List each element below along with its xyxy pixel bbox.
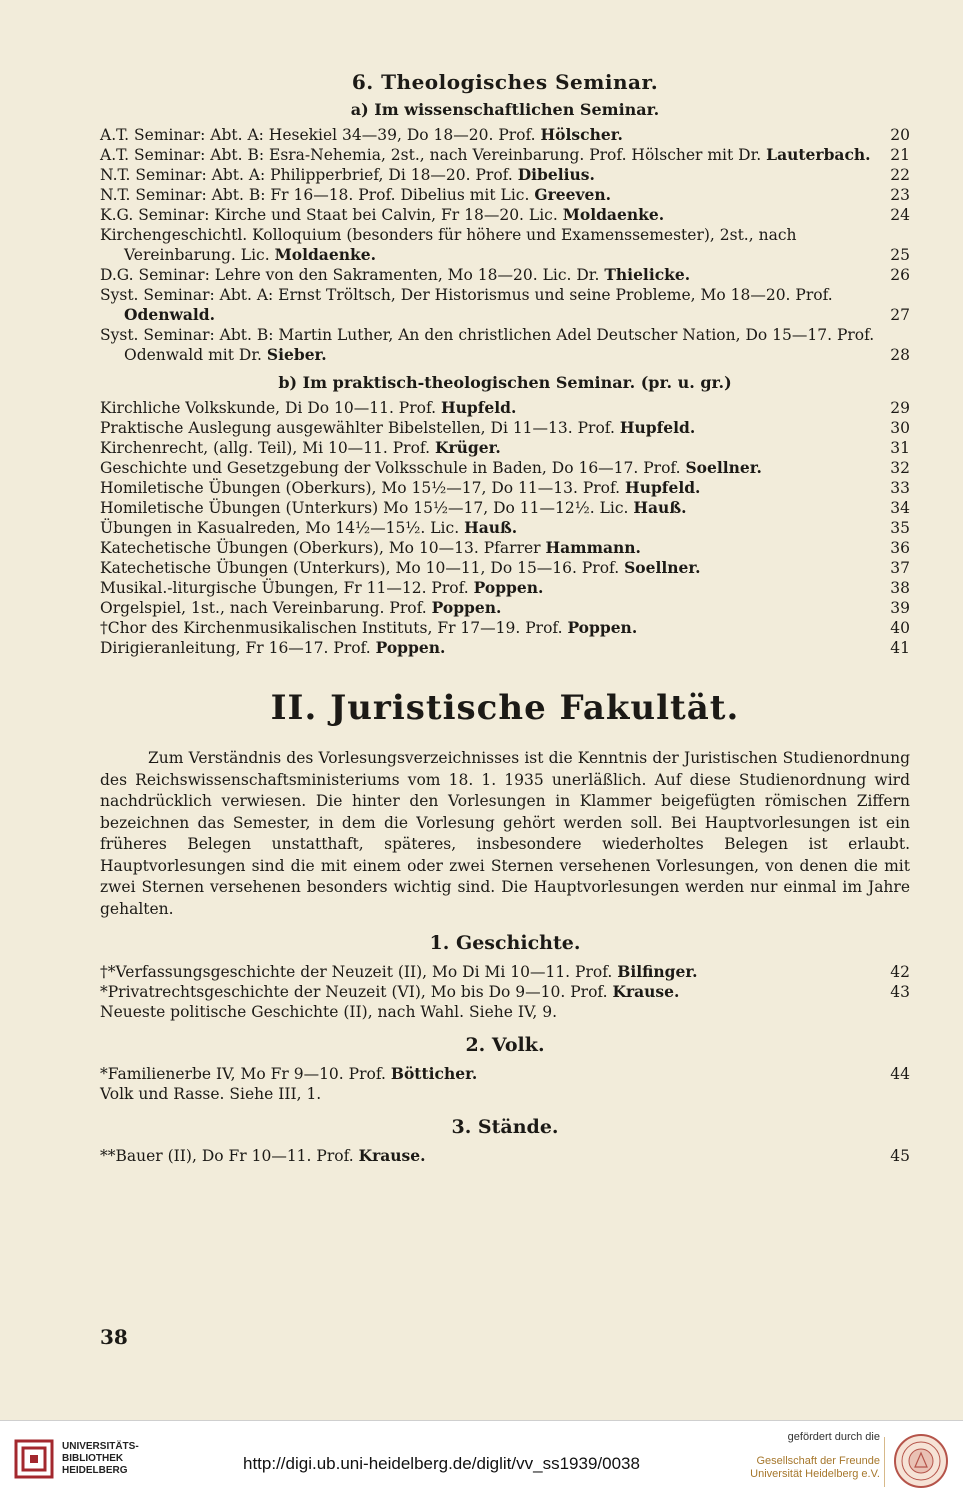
- course-description: Syst. Seminar: Abt. A: Ernst Tröltsch, Der Historismus und seine Probleme, Mo 18—20. Prof.: [100, 286, 833, 304]
- course-number: 22: [890, 166, 910, 184]
- library-logo-link[interactable]: [14, 1439, 139, 1479]
- list-item: [100, 618, 910, 638]
- course-text: [100, 1002, 876, 1022]
- lecturer-name: Greeven.: [534, 185, 612, 204]
- subsection-title-a: a) Im wissenschaftlichen Seminar.: [350, 100, 660, 119]
- course-number: 38: [890, 579, 910, 597]
- course-number: 44: [890, 1065, 910, 1083]
- library-name: [62, 1441, 139, 1477]
- list-item: [100, 438, 910, 458]
- course-number: 31: [890, 439, 910, 457]
- course-description: Kirchengeschichtl. Kolloquium (besonders für höhere und Examenssemester), 2st., nach Vereinbarung. Lic.: [100, 226, 797, 264]
- library-logo-icon: [14, 1439, 54, 1479]
- section-title: 6. Theologisches Seminar.: [351, 70, 659, 94]
- lecturer-name: Hauß.: [464, 518, 518, 537]
- list-item: [100, 265, 910, 285]
- course-number: 34: [890, 499, 910, 517]
- list-item: [100, 962, 910, 982]
- course-description: Geschichte und Gesetzgebung der Volksschule in Baden, Do 16—17. Prof.: [100, 459, 686, 477]
- course-description: Kirchliche Volkskunde, Di Do 10—11. Prof.: [100, 399, 442, 417]
- sponsor-link[interactable]: [730, 1431, 880, 1481]
- course-number: 29: [890, 399, 910, 417]
- course-text: [100, 1064, 876, 1084]
- course-description: A.T. Seminar: Abt. B: Esra-Nehemia, 2st., nach Vereinbarung. Prof. Hölscher mit Dr.: [100, 146, 767, 164]
- page-content: [100, 70, 910, 1166]
- course-text: [100, 125, 876, 145]
- course-text: [100, 598, 876, 618]
- lecturer-name: Hauß.: [633, 498, 687, 517]
- course-description: N.T. Seminar: Abt. B: Fr 16—18. Prof. Dibelius mit Lic.: [100, 186, 535, 204]
- course-description: Orgelspiel, 1st., nach Vereinbarung. Prof.: [100, 599, 432, 617]
- list-item: [100, 518, 910, 538]
- course-number: 42: [890, 963, 910, 981]
- course-text: [100, 638, 876, 658]
- lecturer-name: Krüger.: [434, 438, 501, 457]
- lecturer-name: Hupfeld.: [441, 398, 517, 417]
- course-text: [100, 618, 876, 638]
- lecturer-name: Hölscher.: [540, 125, 623, 144]
- course-number: 20: [890, 126, 910, 144]
- faculty-title: II. Juristische Fakultät.: [270, 688, 740, 728]
- course-description: Kirchenrecht, (allg. Teil), Mi 10—11. Prof.: [100, 439, 435, 457]
- course-number: 41: [890, 639, 910, 657]
- course-text: [100, 438, 876, 458]
- list-item: [100, 598, 910, 618]
- course-number: 45: [890, 1147, 910, 1165]
- lecturer-name: Bötticher.: [390, 1064, 478, 1083]
- sponsor-line-1: Gesellschaft der Freunde: [756, 1455, 880, 1467]
- course-text: [100, 285, 876, 325]
- university-seal-icon: [893, 1433, 949, 1489]
- list-item: [100, 498, 910, 518]
- faculty-intro: Zum Verständnis des Vorlesungsverzeichnisses ist die Kenntnis der Juristischen Studienordnung des Reichswissenschaftsministeriums vom 18. 1. 1935 unerläßlich. Auf diese Studienordnung wird nachdrücklich verwiesen. Die hinter den Vorlesungen in Klammer beigefügten römischen Ziffern bezeichnen das Semester, in dem die Vorlesung gehört werden soll. Bei Hauptvorlesungen ist ein früheres Belegen unstatthaft, späteres, insbesondere wiederholtes Belegen ist erlaubt. Hauptvorlesungen sind die mit einem oder zwei Sternen versehenen Vorlesungen, von denen die mit zwei Sternen versehenen besonders wichtig sind. Die Hauptvorlesungen werden nur einmal im Jahre gehalten.: [100, 749, 910, 918]
- lecturer-name: Odenwald.: [124, 305, 215, 324]
- course-text: [100, 165, 876, 185]
- course-text: [100, 962, 876, 982]
- entries-chapter-2: [100, 1064, 910, 1104]
- list-item: [100, 145, 910, 165]
- lecturer-name: Poppen.: [375, 638, 446, 657]
- course-text: [100, 982, 876, 1002]
- course-description: *Privatrechtsgeschichte der Neuzeit (VI), Mo bis Do 9—10. Prof.: [100, 983, 613, 1001]
- list-item: [100, 398, 910, 418]
- course-description: Dirigieranleitung, Fr 16—17. Prof.: [100, 639, 376, 657]
- course-text: [100, 458, 876, 478]
- entries-chapter-3: [100, 1146, 910, 1166]
- course-number: 27: [890, 306, 910, 324]
- course-text: [100, 185, 876, 205]
- lecturer-name: Krause.: [358, 1146, 426, 1165]
- list-item: [100, 638, 910, 658]
- course-description: N.T. Seminar: Abt. A: Philipperbrief, Di 18—20. Prof.: [100, 166, 518, 184]
- course-number: 39: [890, 599, 910, 617]
- course-description: A.T. Seminar: Abt. A: Hesekiel 34—39, Do 18—20. Prof.: [100, 126, 541, 144]
- course-text: [100, 418, 876, 438]
- library-line-3: HEIDELBERG: [62, 1465, 128, 1476]
- lecturer-name: Thielicke.: [604, 265, 691, 284]
- list-item: [100, 418, 910, 438]
- course-text: [100, 1146, 876, 1166]
- course-description: K.G. Seminar: Kirche und Staat bei Calvin, Fr 18—20. Lic.: [100, 206, 563, 224]
- course-number: 43: [890, 983, 910, 1001]
- list-item: [100, 125, 910, 145]
- page-number: 38: [100, 1325, 128, 1349]
- library-line-1: UNIVERSITÄTS-: [62, 1441, 139, 1452]
- lecturer-name: Poppen.: [567, 618, 638, 637]
- course-number: 28: [890, 346, 910, 364]
- course-description: Volk und Rasse. Siehe III, 1.: [100, 1085, 322, 1103]
- course-description: Neueste politische Geschichte (II), nach Wahl. Siehe IV, 9.: [100, 1003, 558, 1021]
- lecturer-name: Hupfeld.: [625, 478, 701, 497]
- list-item: [100, 325, 910, 365]
- course-number: 37: [890, 559, 910, 577]
- list-item: [100, 185, 910, 205]
- lecturer-name: Poppen.: [431, 598, 502, 617]
- course-description: D.G. Seminar: Lehre von den Sakramenten, Mo 18—20. Lic. Dr.: [100, 266, 605, 284]
- viewer-footer: [0, 1420, 963, 1498]
- list-item: [100, 478, 910, 498]
- course-description: **Bauer (II), Do Fr 10—11. Prof.: [100, 1147, 359, 1165]
- course-number: 26: [890, 266, 910, 284]
- lecturer-name: Sieber.: [266, 345, 327, 364]
- library-line-2: BIBLIOTHEK: [62, 1453, 124, 1464]
- list-item: [100, 558, 910, 578]
- sponsor-divider: [884, 1437, 885, 1487]
- chapter-title-3: 3. Stände.: [451, 1116, 559, 1138]
- course-text: [100, 398, 876, 418]
- permalink-url[interactable]: http://digi.ub.uni-heidelberg.de/diglit/vv_ss1939/0038: [243, 1454, 640, 1473]
- course-description: †Chor des Kirchenmusikalischen Instituts, Fr 17—19. Prof.: [100, 619, 568, 637]
- list-item: [100, 285, 910, 325]
- list-item: [100, 1084, 910, 1104]
- list-item: [100, 538, 910, 558]
- course-text: [100, 558, 876, 578]
- list-item: [100, 1064, 910, 1084]
- course-text: [100, 478, 876, 498]
- lecturer-name: Krause.: [612, 982, 680, 1001]
- list-item: [100, 982, 910, 1002]
- course-number: 35: [890, 519, 910, 537]
- entries-a: [100, 125, 910, 365]
- course-text: [100, 498, 876, 518]
- course-text: [100, 518, 876, 538]
- entries-chapter-1: [100, 962, 910, 1022]
- list-item: [100, 1002, 910, 1022]
- course-text: [100, 325, 876, 365]
- course-text: [100, 205, 876, 225]
- course-text: [100, 225, 876, 265]
- lecturer-name: Dibelius.: [517, 165, 595, 184]
- course-text: [100, 578, 876, 598]
- chapter-title-2: 2. Volk.: [465, 1034, 545, 1056]
- course-number: 30: [890, 419, 910, 437]
- course-number: 33: [890, 479, 910, 497]
- lecturer-name: Lauterbach.: [766, 145, 871, 164]
- course-description: Musikal.-liturgische Übungen, Fr 11—12. Prof.: [100, 579, 474, 597]
- course-description: Katechetische Übungen (Oberkurs), Mo 10—13. Pfarrer: [100, 539, 546, 557]
- subsection-title-b: b) Im praktisch-theologischen Seminar. (pr. u. gr.): [278, 373, 732, 392]
- course-number: 21: [890, 146, 910, 164]
- list-item: [100, 225, 910, 265]
- sponsor-caption: gefördert durch die: [787, 1431, 880, 1443]
- course-text: [100, 538, 876, 558]
- lecturer-name: Soellner.: [624, 558, 701, 577]
- course-description: *Familienerbe IV, Mo Fr 9—10. Prof.: [100, 1065, 391, 1083]
- course-number: 23: [890, 186, 910, 204]
- course-description: Praktische Auslegung ausgewählter Bibelstellen, Di 11—13. Prof.: [100, 419, 620, 437]
- course-number: 40: [890, 619, 910, 637]
- course-text: [100, 1084, 876, 1104]
- chapter-title-1: 1. Geschichte.: [429, 932, 581, 954]
- list-item: [100, 1146, 910, 1166]
- course-number: 25: [890, 246, 910, 264]
- course-number: 32: [890, 459, 910, 477]
- lecturer-name: Moldaenke.: [274, 245, 376, 264]
- course-description: Homiletische Übungen (Oberkurs), Mo 15½—17, Do 11—13. Prof.: [100, 479, 626, 497]
- course-number: 36: [890, 539, 910, 557]
- lecturer-name: Bilfinger.: [617, 962, 698, 981]
- course-description: Syst. Seminar: Abt. B: Martin Luther, An den christlichen Adel Deutscher Nation, Do 15—17. Prof. Odenwald mit Dr.: [100, 326, 875, 364]
- lecturer-name: Hupfeld.: [619, 418, 696, 437]
- list-item: [100, 205, 910, 225]
- sponsor-line-2: Universität Heidelberg e.V.: [750, 1468, 880, 1480]
- course-description: Homiletische Übungen (Unterkurs) Mo 15½—17, Do 11—12½. Lic.: [100, 499, 634, 517]
- lecturer-name: Soellner.: [685, 458, 762, 477]
- entries-b: [100, 398, 910, 658]
- course-text: [100, 145, 876, 165]
- lecturer-name: Moldaenke.: [562, 205, 665, 224]
- course-number: 24: [890, 206, 910, 224]
- course-description: Katechetische Übungen (Unterkurs), Mo 10—11, Do 15—16. Prof.: [100, 559, 625, 577]
- list-item: [100, 458, 910, 478]
- list-item: [100, 578, 910, 598]
- course-description: †*Verfassungsgeschichte der Neuzeit (II), Mo Di Mi 10—11. Prof.: [100, 963, 618, 981]
- course-text: [100, 265, 876, 285]
- list-item: [100, 165, 910, 185]
- course-description: Übungen in Kasualreden, Mo 14½—15½. Lic.: [100, 519, 465, 537]
- lecturer-name: Hammann.: [545, 538, 641, 557]
- lecturer-name: Poppen.: [473, 578, 544, 597]
